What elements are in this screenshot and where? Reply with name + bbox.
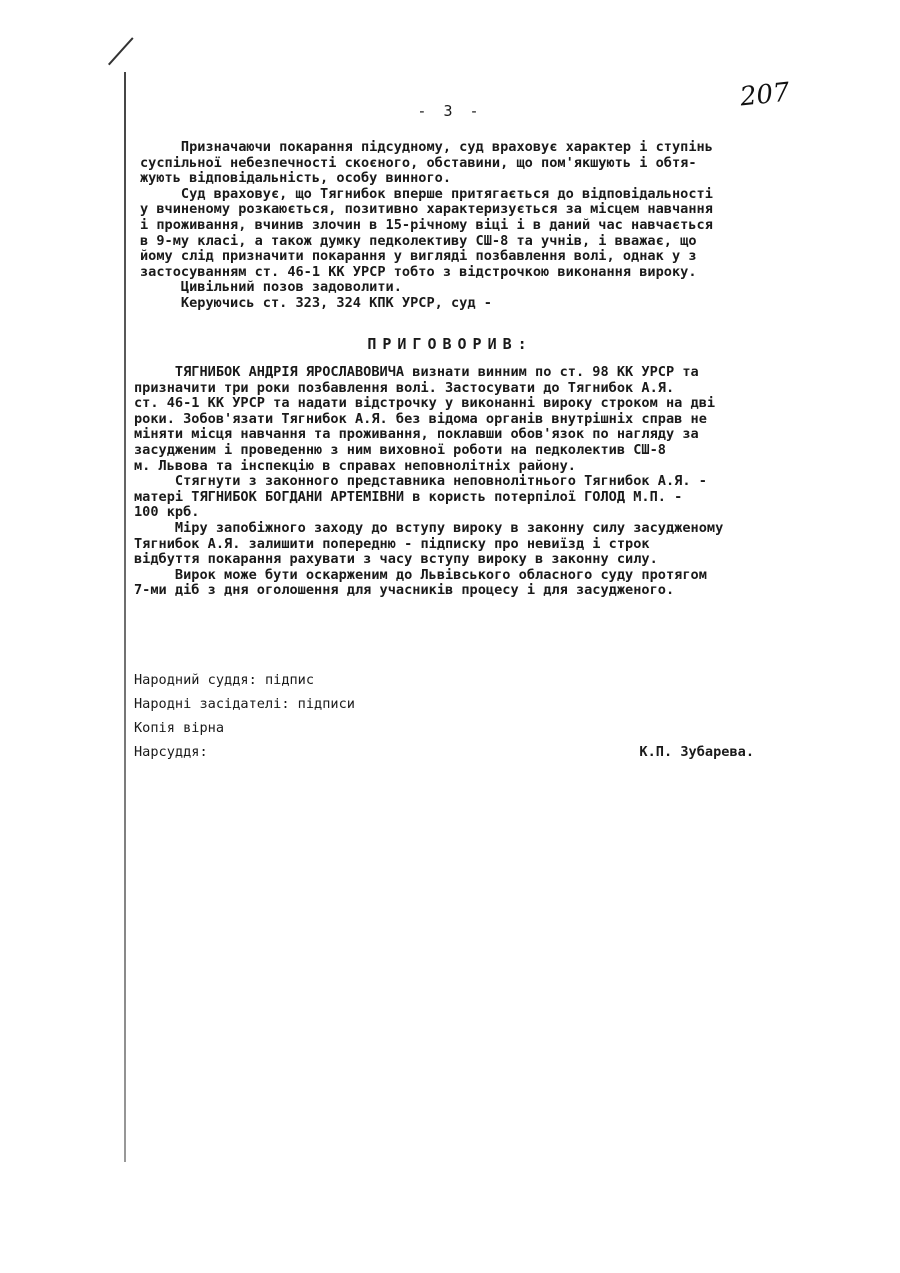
court-judge-name: К.П. Зубарева. [639, 744, 754, 760]
text-line: йому слід призначити покарання у вигляді позбавлення волі, однак у з [140, 248, 697, 265]
assessors-signature: Народні засідателі: підписи [134, 696, 355, 712]
text-line: жують відповідальність, особу винного. [140, 170, 451, 187]
guided-by-line: Керуючись ст. 323, 324 КПК УРСР, суд - [140, 294, 492, 311]
court-judge-row [134, 740, 774, 764]
text-line: застосуванням ст. 46-1 КК УРСР тобто з відстрочкою виконання вироку. [140, 263, 697, 280]
text-line: Суд враховує, що Тягнибок вперше притягається до відповідальності [140, 185, 713, 202]
text-line: в 9-му класі, а також думку педколективу СШ-8 та учнів, і вважає, що [140, 232, 697, 249]
text-line: відбуття покарання рахувати з часу вступу вироку в законну силу. [134, 551, 658, 568]
text-line: Стягнути з законного представника неповнолітнього Тягнибок А.Я. - [134, 473, 707, 490]
text-line: ст. 46-1 КК УРСР та надати відстрочку у виконанні вироку строком на дві [134, 395, 716, 412]
court-judge-label: Нарсуддя: [134, 744, 208, 760]
text-line: і проживання, вчинив злочин в 15-річному віці і в даний час навчається [140, 216, 713, 233]
text-line: ТЯГНИБОК АНДРІЯ ЯРОСЛАВОВИЧА визнати винним по ст. 98 КК УРСР та [134, 364, 699, 380]
text-line: Вирок може бути оскарженим до Львівського обласного суду протягом [134, 566, 707, 583]
text-line: у вчиненому розкаюється, позитивно характеризується за місцем навчання [140, 201, 713, 218]
text-line: засудженим і проведенню з ним виховної роботи на педколектив СШ-8 [134, 441, 666, 458]
text-line: матері ТЯГНИБОК БОГДАНИ АРТЕМІВНИ в користь потерпілої ГОЛОД М.П. - [134, 488, 683, 505]
archive-page-number: 207 [738, 77, 792, 113]
verdict-title: ПРИГОВОРИВ: [367, 335, 533, 353]
text-line: 7-ми діб з дня оголошення для учасників процесу і для засудженого. [134, 582, 675, 599]
text-line: роки. Зобов'язати Тягнибок А.Я. без відома органів внутрішніх справ не [134, 410, 707, 427]
text-line: міняти місця навчання та проживання, поклавши обов'язок по нагляду за [134, 426, 699, 443]
copy-certification: Копія вірна [134, 720, 225, 736]
text-line: суспільної небезпечності скоєного, обставини, що пом'якшують і обтя- [140, 154, 697, 171]
text-line: Призначаючи покарання підсудному, суд враховує характер і ступінь [140, 139, 713, 155]
judge-signature: Народний суддя: підпис [134, 672, 315, 688]
verdict-section [134, 365, 824, 599]
text-line: Тягнибок А.Я. залишити попередню - підписку про невиїзд і строк [134, 535, 650, 552]
page-left-edge [124, 72, 126, 1162]
civil-claim-line: Цивільний позов задоволити. [140, 279, 402, 296]
motivation-section [140, 140, 820, 312]
page-corner-fold [108, 37, 134, 65]
signature-block [134, 668, 774, 764]
text-line: 100 крб. [134, 504, 200, 521]
text-line: призначити три роки позбавлення волі. Застосувати до Тягнибок А.Я. [134, 379, 675, 396]
page-number: - 3 - [417, 102, 483, 120]
text-line: Міру запобіжного заходу до вступу вироку в законну силу засудженому [134, 519, 724, 536]
text-line: м. Львова та інспекцію в справах неповнолітніх району. [134, 457, 576, 474]
